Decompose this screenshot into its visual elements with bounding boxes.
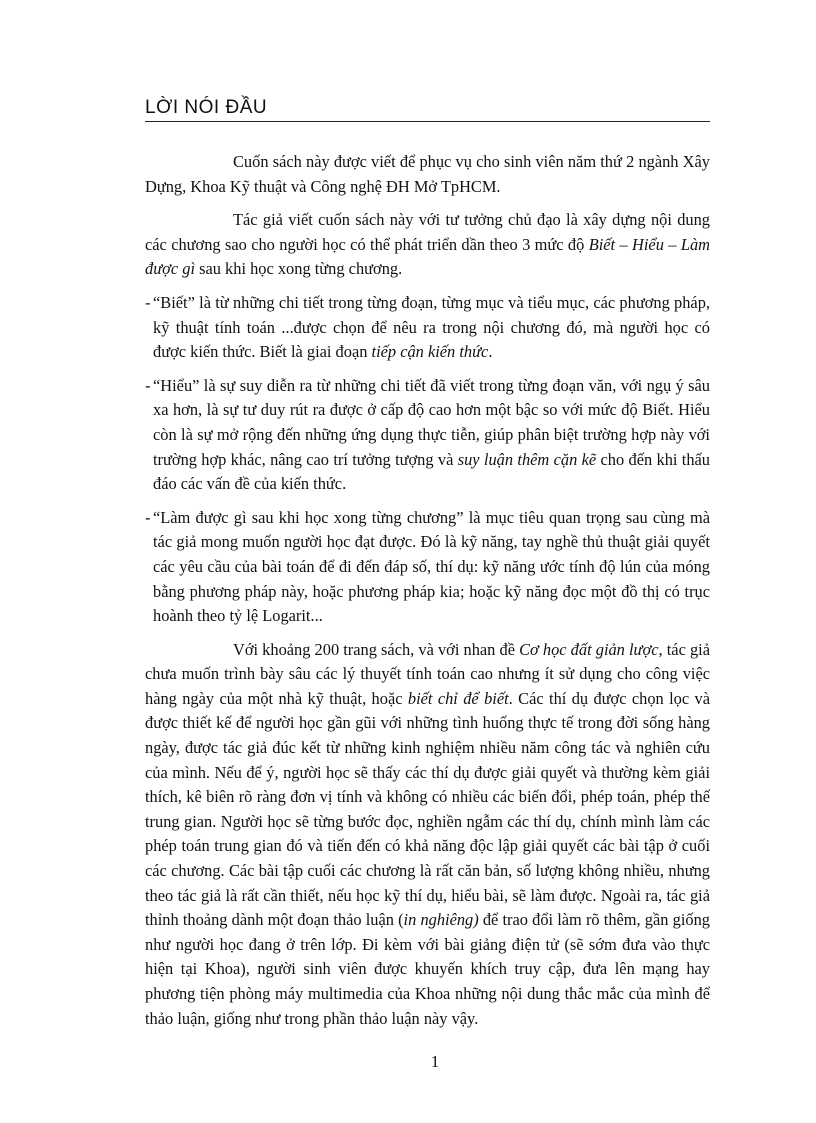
purpose-paragraph: [145, 208, 710, 282]
list-item-end: cho đến khi thấu đáo các vấn đề của kiến thức.: [153, 449, 711, 494]
purpose-text: Tác giả viết cuốn sách này với tư tưởng chủ đạo là xây dựng nội dung các chương sao cho người học có thể phát triển dần theo 3 mức độ: [145, 210, 710, 254]
list-item: [108, 506, 710, 629]
main-paragraph: [145, 638, 710, 1032]
list-item-body: “Hiểu” là sự suy diễn ra từ những chi tiết đã viết trong từng đoạn văn, với ngụ ý sâu xa hơn, là sự tư duy rút ra được ở cấp độ cao hơn một bậc so với mức độ Biết. Hiểu còn là sự mở rộng đến những ứng dụng thực tiễn, giúp phân biệt trường hợp này với trường hợp khác, nâng cao trí tưởng tượng và: [153, 375, 710, 469]
section-heading: LỜI NÓI ĐẦU: [145, 96, 710, 122]
list-item-text: [153, 374, 710, 497]
phrase-italic: biết chỉ để biết: [407, 688, 509, 708]
list-item: [108, 374, 710, 497]
bullet-dash: -: [145, 375, 151, 395]
page-number: 1: [430, 1052, 440, 1071]
list-item-italic: tiếp cận kiến thức: [371, 342, 489, 362]
list-item-body: “Làm được gì sau khi học xong từng chương” là mục tiêu quan trọng sau cùng mà tác giả mong muốn người học đạt được. Đó là kỹ năng, tay nghề thủ thuật giải quyết các yêu cầu của bài toán để đi đến đáp số, thí dụ: kỹ năng ước tính độ lún của móng bằng phương pháp này, hoặc phương pháp kia; hoặc kỹ năng đọc một đồ thị có trục hoành theo tỷ lệ Logarit...: [153, 507, 710, 626]
intro-paragraph: Cuốn sách này được viết để phục vụ cho sinh viên năm thứ 2 ngành Xây Dựng, Khoa Kỹ thuật và Công nghệ ĐH Mở TpHCM.: [145, 152, 710, 196]
body-text: [145, 150, 710, 1031]
list-item-body: “Biết” là từ những chi tiết trong từng đoạn, từng mục và tiểu mục, các phương pháp, kỹ thuật tính toán ...được chọn để nêu ra trong nội chương đó, mà người học có được kiến thức. Biết là giai đoạn: [153, 292, 710, 362]
list-item-italic: suy luận thêm cặn kẽ: [457, 449, 597, 469]
main-text-3: . Các thí dụ được chọn lọc và được thiết kế để người học gần gũi với những tình huống thực tế trong đời sống hàng ngày, được tác giả đúc kết từ những kinh nghiệm nhiều năm công tác và nghiên cứu của mình. Nếu để ý, người học sẽ thấy các thí dụ được giải quyết và thường kèm giải thích, kê biên rõ ràng đơn vị tính và không có nhiều các biến đổi, phép toán, phép thế trung gian. Người học sẽ từng bước đọc, nghiền ngẫm các thí dụ, chính mình làm các phép toán trung gian đó và tiến đến có khả năng độc lập giải quyết các bài tập ở cuối các chương. Các bài tập cuối các chương là rất căn bản, số lượng không nhiều, nhưng theo tác giả là rất cần thiết, nếu học kỹ thí dụ, hiểu bài, sẽ làm được. Ngoài ra, tác giả thỉnh thoảng dành một đoạn thảo luận (: [145, 688, 710, 930]
bullet-dash: -: [145, 507, 151, 527]
purpose-text-end: sau khi học xong từng chương.: [195, 259, 403, 279]
list-item-text: [153, 291, 710, 365]
list-item-end: .: [488, 342, 493, 362]
main-text-1: Với khoảng 200 trang sách, và với nhan đề: [233, 639, 520, 659]
main-text-2: , tác giả chưa muốn trình bày sâu các lý thuyết tính toán cao nhưng ít sử dụng cho công việc hàng ngày của một nhà kỹ thuật, hoặc: [145, 639, 710, 708]
purpose-italic: Biết – Hiểu – Làm được gì: [145, 234, 710, 279]
note-italic: in nghiêng): [403, 910, 479, 930]
book-title-italic: Cơ học đất giản lược: [519, 639, 659, 659]
bullet-list: [145, 291, 710, 629]
list-item-text: [153, 506, 710, 629]
bullet-dash: -: [145, 292, 151, 312]
list-item: [108, 291, 710, 365]
main-text-4: để trao đổi làm rõ thêm, gần giống như người học đang ở trên lớp. Đi kèm với bài giảng điện tử (sẽ sớm đưa vào thực hiện tại Khoa), người sinh viên được khuyến khích truy cập, đưa lên mạng hay phương tiện phòng máy multimedia của Khoa những nội dung thắc mắc của mình để thảo luận, giống như trong phần thảo luận này vậy.: [145, 910, 710, 1028]
